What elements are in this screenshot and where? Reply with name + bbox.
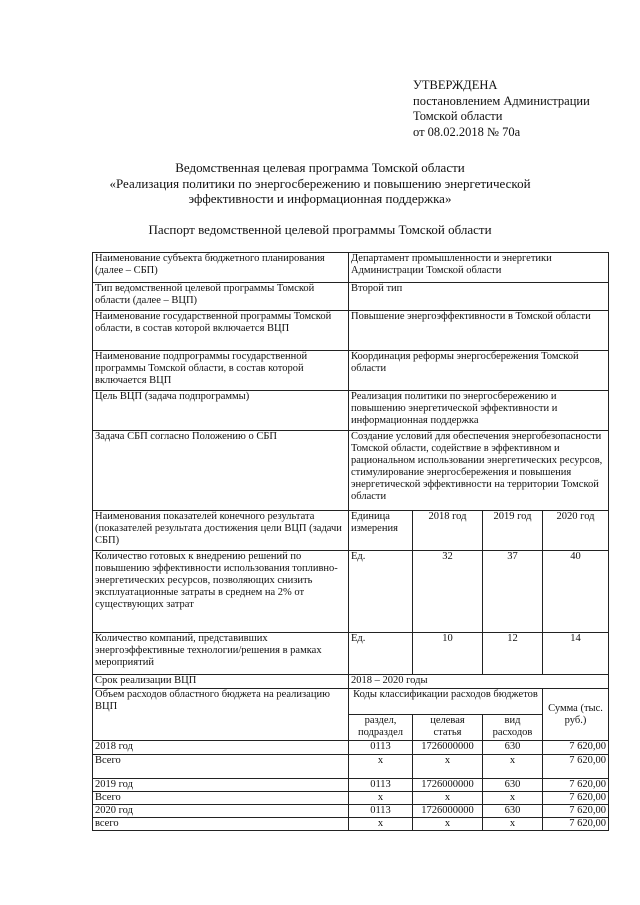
budget-row-type: 630 (483, 779, 543, 792)
table-row (93, 391, 609, 431)
indicator-2018: 10 (413, 633, 483, 675)
goal-value: Реализация политики по энергосбережению и повышению энергетической эффективности и информационная поддержка (349, 391, 609, 431)
budget-row-label: всего (93, 818, 349, 831)
budget-row-article: 1726000000 (413, 779, 483, 792)
table-row (93, 779, 609, 792)
budget-row-section: х (349, 818, 413, 831)
approval-line-4: от 08.02.2018 № 70а (413, 124, 521, 139)
indicator-label: Количество компаний, представивших энергоэффективные технологии/решения в рамках мероприятий (93, 633, 349, 675)
sbp-label: Наименование субъекта бюджетного планирования (далее – СБП) (93, 253, 349, 283)
table-row (93, 792, 609, 805)
budget-row-section: 0113 (349, 741, 413, 755)
indicator-2018: 32 (413, 551, 483, 633)
vcp-type-label: Тип ведомственной целевой программы Томской области (далее – ВЦП) (93, 283, 349, 311)
indicators-header-2019: 2019 год (483, 511, 543, 551)
table-row (93, 311, 609, 351)
budget-article-header: целевая статья (413, 715, 483, 741)
budget-row-type: 630 (483, 805, 543, 818)
subprogram-value: Координация реформы энергосбережения Томской области (349, 351, 609, 391)
term-label: Срок реализации ВЦП (93, 675, 349, 689)
budget-row-section: х (349, 792, 413, 805)
table-row (93, 511, 609, 551)
budget-row-article: х (413, 792, 483, 805)
indicator-2020: 14 (543, 633, 609, 675)
indicators-header-2020: 2020 год (543, 511, 609, 551)
budget-row-label: 2018 год (93, 741, 349, 755)
sbp-value: Департамент промышленности и энергетики Администрации Томской области (349, 253, 609, 283)
budget-row-section: х (349, 755, 413, 779)
budget-type-header: вид расходов (483, 715, 543, 741)
task-value: Создание условий для обеспечения энергобезопасности Томской области, содействие в эффективном и рациональном использовании энергетических ресурсов, стимулирование энергосбережения и повышения энергетической эффективности на территории Томской области (349, 431, 609, 511)
budget-row-sum: 7 620,00 (543, 805, 609, 818)
passport-subtitle: Паспорт ведомственной целевой программы Томской области (148, 222, 492, 237)
goal-label: Цель ВЦП (задача подпрограммы) (93, 391, 349, 431)
budget-row-sum: 7 620,00 (543, 792, 609, 805)
budget-section-header: раздел, подраздел (349, 715, 413, 741)
approval-line-2: постановлением Администрации (413, 93, 590, 108)
budget-row-article: 1726000000 (413, 805, 483, 818)
table-row (93, 551, 609, 633)
budget-row-article: х (413, 818, 483, 831)
budget-row-type: х (483, 755, 543, 779)
indicator-label: Количество готовых к внедрению решений по повышению эффективности использования топливно-энергетических ресурсов, позволяющих снизить эксплуатационные затраты в среднем на 2% от существующих затрат (93, 551, 349, 633)
table-row (93, 283, 609, 311)
indicator-unit: Ед. (349, 551, 413, 633)
budget-row-label: 2020 год (93, 805, 349, 818)
budget-row-label: 2019 год (93, 779, 349, 792)
term-value: 2018 – 2020 годы (349, 675, 609, 689)
budget-row-label: Всего (93, 755, 349, 779)
budget-row-sum: 7 620,00 (543, 818, 609, 831)
table-row (93, 805, 609, 818)
indicator-unit: Ед. (349, 633, 413, 675)
passport-table (92, 252, 609, 831)
budget-row-type: х (483, 818, 543, 831)
table-row (93, 755, 609, 779)
budget-row-type: х (483, 792, 543, 805)
budget-sum-header: Сумма (тыс. руб.) (543, 689, 609, 741)
state-program-value: Повышение энергоэффективности в Томской области (349, 311, 609, 351)
indicator-2019: 12 (483, 633, 543, 675)
approval-line-3: Томской области (413, 109, 503, 123)
table-row (93, 351, 609, 391)
budget-row-type: 630 (483, 741, 543, 755)
budget-label: Объем расходов областного бюджета на реализацию ВЦП (93, 689, 349, 741)
budget-row-sum: 7 620,00 (543, 755, 609, 779)
budget-row-article: х (413, 755, 483, 779)
table-row (93, 675, 609, 689)
table-row (93, 253, 609, 283)
indicators-header-label: Наименования показателей конечного результата (показателей результата достижения цели ВЦП (задачи СБП) (93, 511, 349, 551)
approval-line-1: УТВЕРЖДЕНА (413, 78, 498, 92)
table-row (93, 689, 609, 715)
budget-row-sum: 7 620,00 (543, 779, 609, 792)
budget-row-section: 0113 (349, 779, 413, 792)
table-row (93, 431, 609, 511)
indicators-header-unit: Единица измерения (349, 511, 413, 551)
title-line-2: «Реализация политики по энергосбережению и повышению энергетической (109, 175, 531, 191)
state-program-label: Наименование государственной программы Томской области, в состав которой включается ВЦП (93, 311, 349, 351)
subprogram-label: Наименование подпрограммы государственной программы Томской области, в состав которой включается ВЦП (93, 351, 349, 391)
indicator-2020: 40 (543, 551, 609, 633)
budget-row-section: 0113 (349, 805, 413, 818)
indicators-header-2018: 2018 год (413, 511, 483, 551)
document-title (60, 160, 580, 207)
title-line-3: эффективности и информационная поддержка» (188, 191, 452, 206)
table-row (93, 741, 609, 755)
table-row (93, 633, 609, 675)
budget-codes-header: Коды классификации расходов бюджетов (349, 689, 543, 715)
budget-row-article: 1726000000 (413, 741, 483, 755)
budget-row-label: Всего (93, 792, 349, 805)
task-label: Задача СБП согласно Положению о СБП (93, 431, 349, 511)
table-row (93, 818, 609, 831)
vcp-type-value: Второй тип (349, 283, 609, 311)
title-line-1: Ведомственная целевая программа Томской области (175, 160, 465, 175)
budget-row-sum: 7 620,00 (543, 741, 609, 755)
approval-stamp (413, 78, 628, 140)
indicator-2019: 37 (483, 551, 543, 633)
